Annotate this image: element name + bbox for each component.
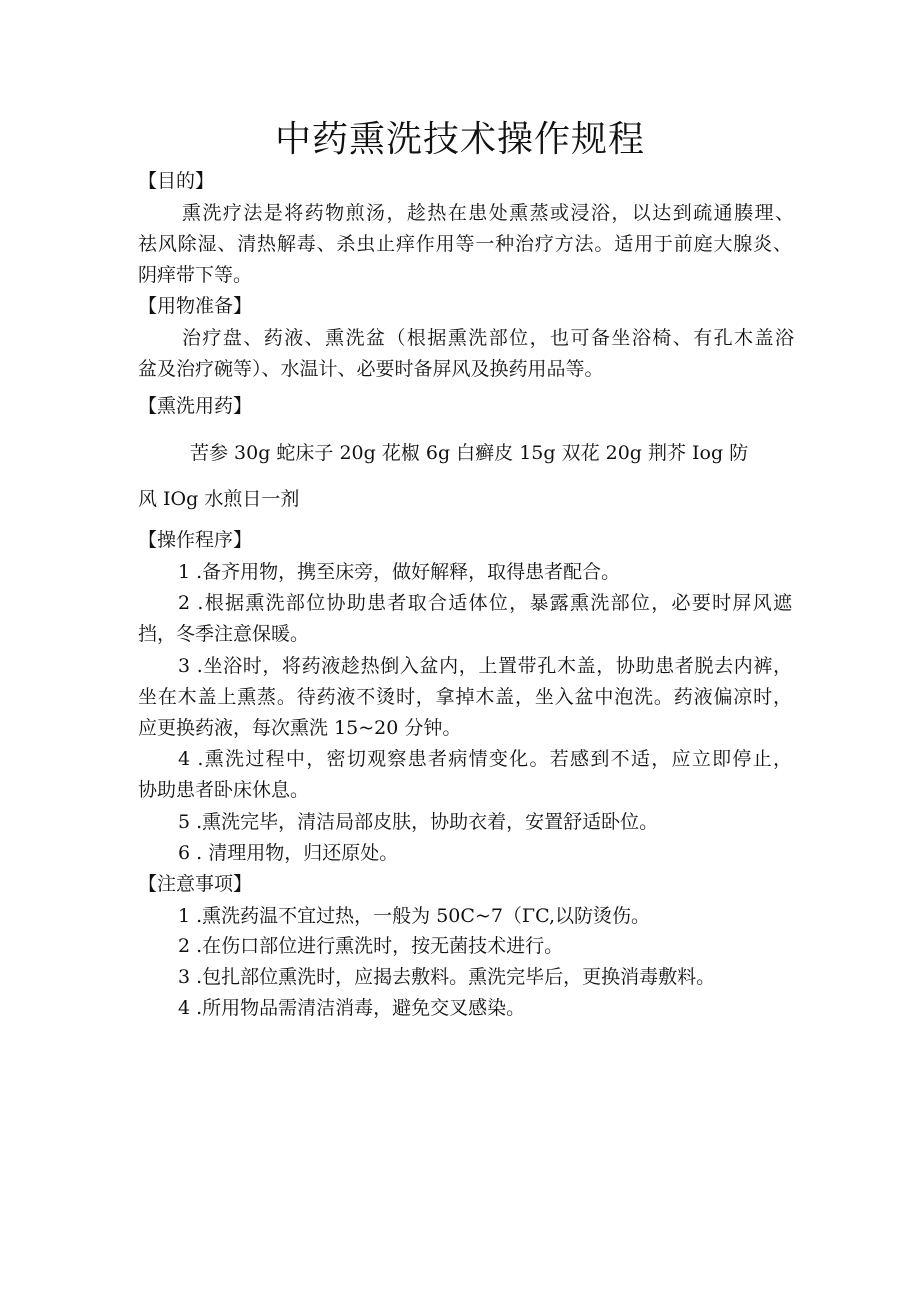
- procedure-step-1: 1 .备齐用物，携至床旁，做好解释，取得患者配合。: [178, 561, 621, 583]
- section-heading-medicine: 【熏洗用药】: [138, 395, 253, 417]
- procedure-step-3-cont-2: 应更换药液，每次熏洗 15~20 分钟。: [138, 717, 462, 739]
- section-heading-purpose: 【目的】: [138, 170, 215, 192]
- note-item-3: 3 .包扎部位熏洗时，应揭去敷料。熏洗完毕后，更换消毒敷料。: [178, 966, 716, 988]
- supplies-line-2: 盆及治疗碗等）、水温计、必要时备屏风及换药用品等。: [138, 358, 604, 380]
- procedure-step-2: 2 .根据熏洗部位协助患者取合适体位，暴露熏洗部位，必要时屏风遮: [178, 592, 792, 614]
- procedure-step-4-cont: 协助患者卧床休息。: [138, 779, 310, 801]
- document-title: 中药熏洗技术操作规程: [274, 119, 645, 160]
- procedure-step-3-cont-1: 坐在木盖上熏蒸。待药液不烫时，拿掉木盖，坐入盆中泡洗。药液偏凉时，: [138, 686, 792, 708]
- note-item-4: 4 .所用物品需清洁消毒，避免交叉感染。: [178, 997, 526, 1019]
- procedure-step-6: 6 . 清理用物，归还原处。: [178, 842, 399, 864]
- purpose-line-2: 祛风除湿、清热解毒、杀虫止痒作用等一种治疗方法。适用于前庭大腺炎、: [138, 233, 792, 255]
- section-heading-supplies: 【用物准备】: [138, 295, 253, 317]
- procedure-step-5: 5 .熏洗完毕，清洁局部皮肤，协助衣着，安置舒适卧位。: [178, 811, 659, 833]
- purpose-line-3: 阴痒带下等。: [138, 264, 253, 286]
- procedure-step-3: 3 .坐浴时，将药液趁热倒入盆内，上置带孔木盖，协助患者脱去内裤，: [178, 655, 792, 677]
- note-item-1: 1 .熏洗药温不宜过热，一般为 50C~7（ΓC,以防烫伤。: [178, 905, 651, 927]
- section-heading-notes: 【注意事项】: [138, 873, 253, 895]
- note-item-2: 2 .在伤口部位进行熏洗时，按无菌技术进行。: [178, 935, 564, 957]
- supplies-line-1: 治疗盘、药液、熏洗盆（根据熏洗部位，也可备坐浴椅、有孔木盖浴: [182, 327, 794, 349]
- section-heading-procedure: 【操作程序】: [138, 529, 253, 551]
- procedure-step-2-cont: 挡，冬季注意保暖。: [138, 623, 310, 645]
- medicine-line-2: 风 IOg 水煎日一剂: [138, 488, 300, 510]
- medicine-line-1: 苦参 30g 蛇床子 20g 花椒 6g 白癣皮 15g 双花 20g 荆芥 Iog 防: [190, 442, 749, 464]
- purpose-line-1: 熏洗疗法是将药物煎汤，趁热在患处熏蒸或浸浴，以达到疏通腠理、: [182, 202, 794, 224]
- procedure-step-4: 4 .熏洗过程中，密切观察患者病情变化。若感到不适，应立即停止，: [178, 748, 792, 770]
